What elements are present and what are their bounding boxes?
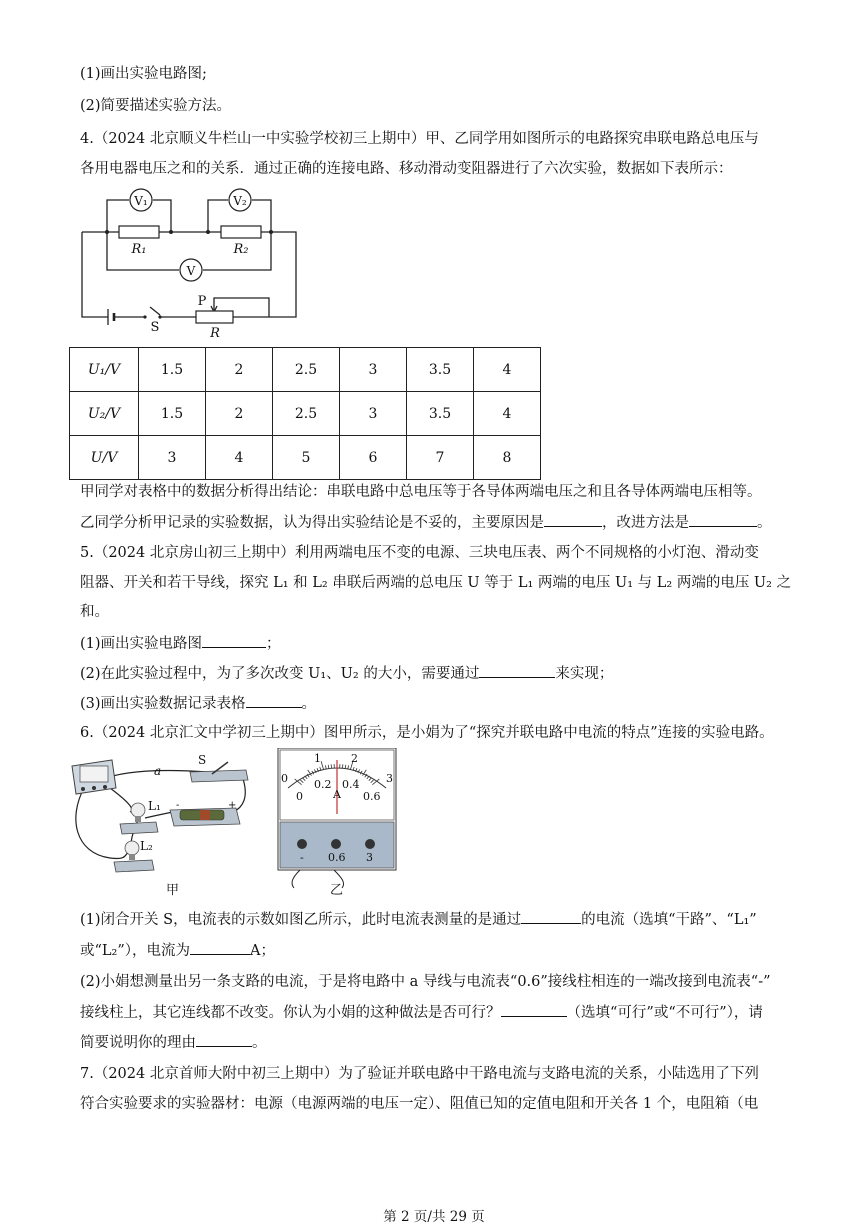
text-segment: (1)画出实验电路图 bbox=[80, 636, 203, 652]
question-6-part2-cont2 bbox=[80, 1032, 267, 1053]
p-label: P bbox=[197, 294, 207, 309]
question-5-part3 bbox=[80, 693, 316, 714]
text-segment: (3)画出实验数据记录表格 bbox=[80, 696, 246, 712]
terminal-3: 3 bbox=[366, 851, 373, 864]
bulb-l1-label: L₁ bbox=[148, 799, 161, 813]
bulb-l2-label: L₂ bbox=[140, 839, 153, 853]
v2-label: V₂ bbox=[233, 194, 247, 208]
table-cell: 3 bbox=[340, 392, 407, 436]
text-segment: （选填“可行”或“不可行”），请 bbox=[566, 1005, 763, 1021]
table-cell: 4 bbox=[206, 436, 273, 480]
answer-blank[interactable] bbox=[544, 512, 602, 527]
table-cell: 2 bbox=[206, 348, 273, 392]
table-cell: 7 bbox=[407, 436, 474, 480]
v-label: V bbox=[186, 264, 196, 278]
series-circuit-diagram bbox=[74, 182, 304, 342]
question-4-line3: 甲同学对表格中的数据分析得出结论：串联电路中总电压等于各导体两端电压之和且各导体两端电压相等。 bbox=[80, 484, 762, 500]
text-segment: ； bbox=[266, 636, 281, 652]
question-5-line2: 阻器、开关和若干导线，探究 L₁ 和 L₂ 串联后两端的总电压 U 等于 L₁ 两端的电压 U₁ 与 L₂ 两端的电压 U₂ 之 bbox=[80, 575, 792, 591]
switch-s-label: S bbox=[198, 753, 207, 767]
question-6-line1: 6.（2024 北京汇文中学初三上期中）图甲所示，是小娟为了“探究并联电路中电流的特点”连接的实验电路。 bbox=[80, 725, 774, 741]
scale-tick bbox=[331, 764, 332, 768]
text-line: (2)简要描述实验方法。 bbox=[80, 98, 232, 114]
text-segment: 来实现； bbox=[555, 666, 614, 682]
answer-blank[interactable] bbox=[521, 909, 581, 924]
answer-blank[interactable] bbox=[246, 693, 302, 708]
text-segment: 的电流（选填“干路”、“L₁” bbox=[581, 912, 757, 928]
table-cell: 5 bbox=[273, 436, 340, 480]
text-segment: 简要说明你的理由 bbox=[80, 1035, 196, 1051]
answer-blank[interactable] bbox=[202, 633, 266, 648]
figure-jia-circuit bbox=[70, 748, 250, 898]
question-5-line3: 和。 bbox=[80, 604, 109, 620]
v1-label: V₁ bbox=[134, 194, 148, 208]
bottom-scale-1: 0.2 bbox=[314, 778, 332, 791]
table-cell: 3.5 bbox=[407, 392, 474, 436]
table-cell: 4 bbox=[474, 392, 541, 436]
r2-label: R₂ bbox=[233, 242, 249, 257]
question-4-line2: 各用电器电压之和的关系．通过正确的连接电路、移动滑动变阻器进行了六次实验，数据如下表所示： bbox=[80, 161, 733, 177]
terminal-0-6: 0.6 bbox=[328, 851, 346, 864]
table-cell: 4 bbox=[474, 348, 541, 392]
text-segment: 。 bbox=[757, 515, 772, 531]
text-segment: 。 bbox=[252, 1035, 267, 1051]
answer-blank[interactable] bbox=[501, 1002, 567, 1017]
text-segment: 或“L₂”），电流为 bbox=[80, 943, 191, 959]
text-segment: 接线柱上，其它连线都不改变。你认为小娟的这种做法是否可行？ bbox=[80, 1005, 501, 1021]
bottom-scale-3: 0.6 bbox=[363, 790, 381, 803]
answer-blank[interactable] bbox=[196, 1032, 252, 1047]
svg-text:+: + bbox=[228, 800, 237, 811]
scale-tick bbox=[342, 764, 343, 768]
bottom-scale-0: 0 bbox=[296, 790, 303, 803]
text-line: (1)画出实验电路图; bbox=[80, 66, 207, 82]
data-table bbox=[69, 347, 541, 480]
r-label: R bbox=[210, 326, 220, 341]
text-segment: A； bbox=[250, 943, 276, 959]
row-header: U/V bbox=[70, 436, 139, 480]
table-cell: 3 bbox=[139, 436, 206, 480]
table-row bbox=[70, 348, 541, 392]
terminal-minus: - bbox=[300, 851, 304, 864]
question-4-line1: 4.（2024 北京顺义牛栏山一中实验学校初三上期中）甲、乙同学用如图所示的电路探究串联电路总电压与 bbox=[80, 131, 759, 147]
figure-caption: 甲 bbox=[166, 883, 180, 898]
unit-label: A bbox=[333, 788, 341, 801]
top-scale-2: 2 bbox=[351, 752, 358, 765]
s-label: S bbox=[150, 320, 160, 335]
table-cell: 6 bbox=[340, 436, 407, 480]
question-5-line1: 5.（2024 北京房山初三上期中）利用两端电压不变的电源、三块电压表、两个不同规格的小灯泡、滑动变 bbox=[80, 545, 759, 561]
text-segment: 。 bbox=[301, 696, 317, 712]
question-6-part1-cont bbox=[80, 940, 275, 961]
figure-yi-ammeter bbox=[270, 748, 410, 898]
table-cell: 3 bbox=[340, 348, 407, 392]
question-6-part1 bbox=[80, 909, 757, 930]
wire-a-label: a bbox=[154, 764, 162, 778]
figure-caption: 乙 bbox=[330, 883, 344, 898]
page-footer: 第 2 页/共 29 页 bbox=[383, 1209, 485, 1225]
top-scale-1: 1 bbox=[314, 752, 321, 765]
table-row bbox=[70, 436, 541, 480]
question-7-line2: 符合实验要求的实验器材：电源（电源两端的电压一定）、阻值已知的定值电阻和开关各 1 个，电阻箱（电 bbox=[80, 1096, 759, 1112]
row-header: U₂/V bbox=[70, 392, 139, 436]
svg-text:-: - bbox=[176, 800, 180, 811]
row-header: U₁/V bbox=[70, 348, 139, 392]
answer-blank[interactable] bbox=[190, 940, 250, 955]
answer-blank[interactable] bbox=[689, 512, 757, 527]
text-segment: ，改进方法是 bbox=[602, 515, 689, 531]
question-5-part1 bbox=[80, 633, 281, 654]
question-5-part2 bbox=[80, 663, 613, 684]
r1-label: R₁ bbox=[131, 242, 147, 257]
table-cell: 2.5 bbox=[273, 392, 340, 436]
table-cell: 1.5 bbox=[139, 348, 206, 392]
table-cell: 3.5 bbox=[407, 348, 474, 392]
question-4-line4 bbox=[80, 512, 772, 533]
question-6-part2: (2)小娟想测量出另一条支路的电流，于是将电路中 a 导线与电流表“0.6”接线柱相连的一端改接到电流表“-” bbox=[80, 974, 771, 990]
answer-blank[interactable] bbox=[479, 663, 555, 678]
table-cell: 8 bbox=[474, 436, 541, 480]
top-scale-0: 0 bbox=[281, 772, 288, 785]
text-segment: 乙同学分析甲记录的实验数据，认为得出实验结论是不妥的，主要原因是 bbox=[80, 515, 544, 531]
table-row bbox=[70, 392, 541, 436]
table-cell: 1.5 bbox=[139, 392, 206, 436]
text-segment: (1)闭合开关 S，电流表的示数如图乙所示，此时电流表测量的是通过 bbox=[80, 912, 522, 928]
table-cell: 2.5 bbox=[273, 348, 340, 392]
text-segment: (2)在此实验过程中，为了多次改变 U₁、U₂ 的大小，需要通过 bbox=[80, 666, 480, 682]
table-cell: 2 bbox=[206, 392, 273, 436]
question-6-part2-cont bbox=[80, 1002, 763, 1023]
question-7-line1: 7.（2024 北京首师大附中初三上期中）为了验证并联电路中干路电流与支路电流的关系，小陆选用了下列 bbox=[80, 1066, 759, 1082]
bottom-scale-2: 0.4 bbox=[342, 778, 360, 791]
top-scale-3: 3 bbox=[386, 772, 393, 785]
